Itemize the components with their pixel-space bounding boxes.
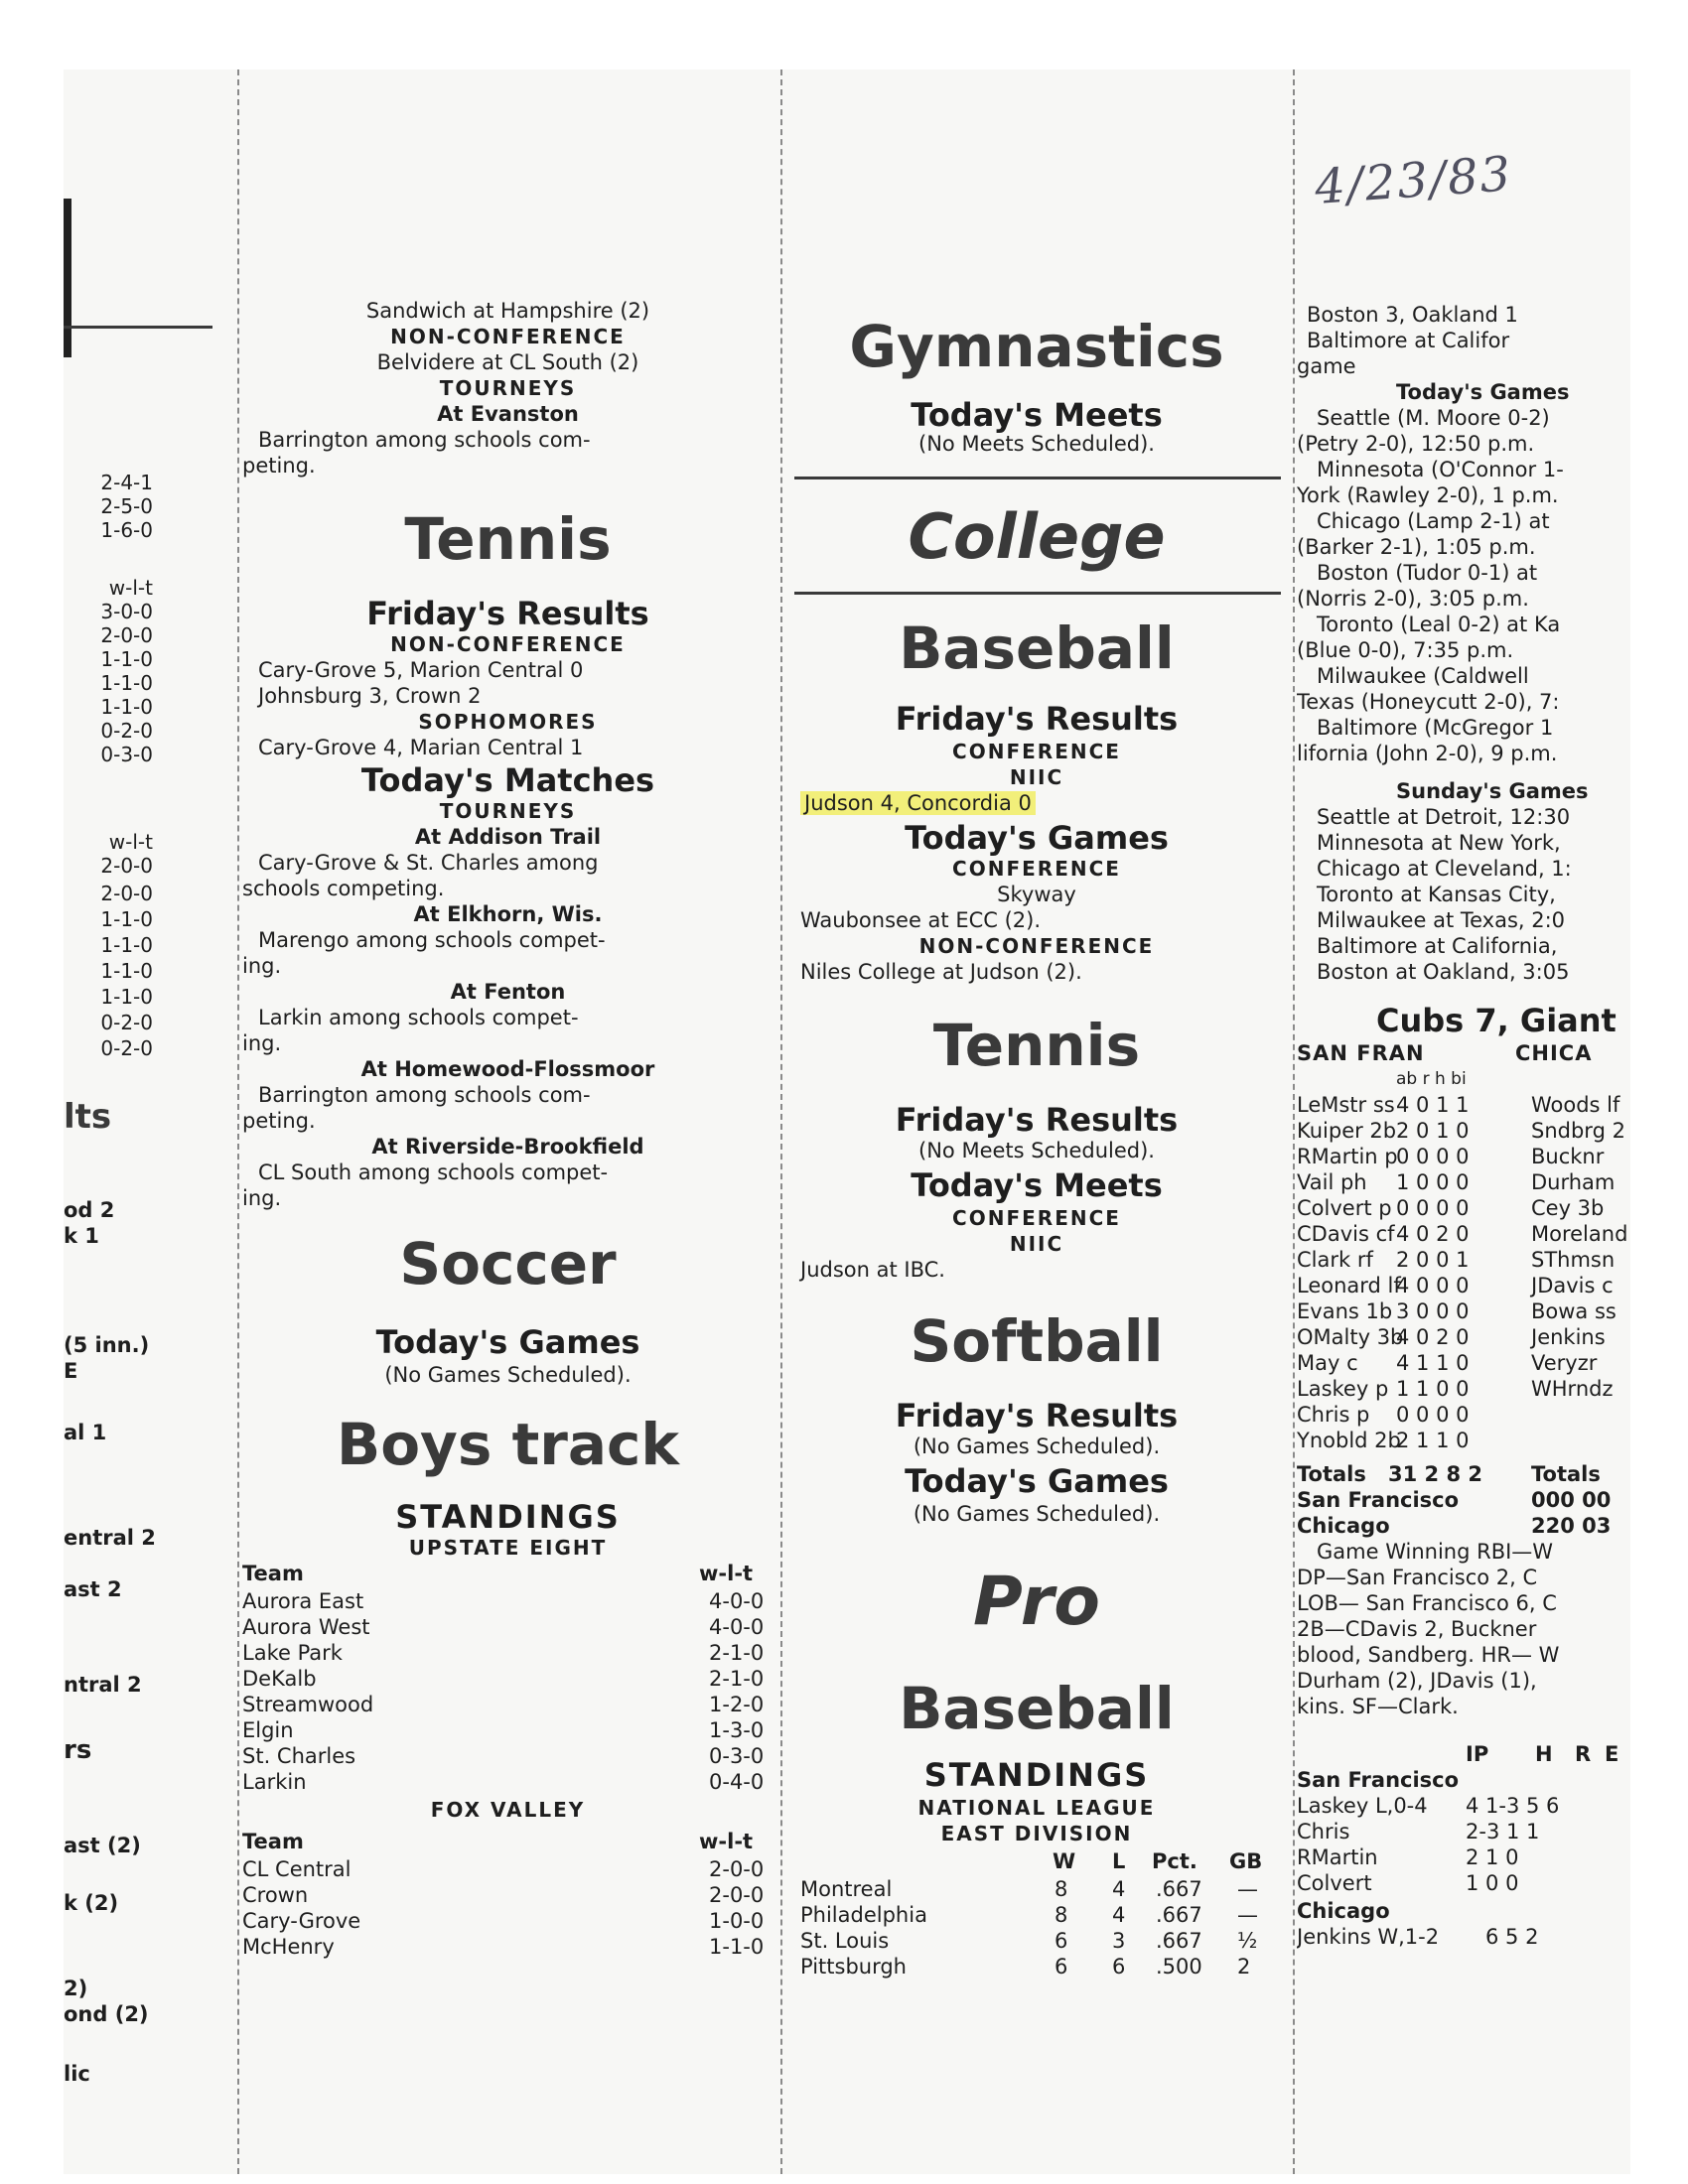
subhead: FOX VALLEY (430, 1798, 586, 1822)
schedule-line: Waubonsee at ECC (2). (800, 908, 1042, 932)
player-name: SThmsn (1531, 1248, 1616, 1272)
standings-record: 1-3-0 (709, 1718, 765, 1742)
fragment: lts (64, 1097, 112, 1137)
pitcher-line: 1 0 0 (1466, 1871, 1519, 1895)
player-stats: 2 0 0 1 (1396, 1248, 1470, 1272)
player-name: Moreland (1531, 1222, 1628, 1246)
game-note: Game Winning RBI—W (1317, 1540, 1554, 1564)
column-header: W (1053, 1849, 1076, 1873)
subheading: STANDINGS (923, 1756, 1150, 1794)
schedule-line: Judson at IBC. (800, 1258, 945, 1282)
game-note: kins. SF—Clark. (1297, 1695, 1459, 1718)
result-line: Cary-Grove 5, Marion Central 0 (258, 658, 584, 682)
column-header: L (1112, 1849, 1126, 1873)
subhead: NON-CONFERENCE (390, 632, 626, 656)
standings-gb: — (1237, 1903, 1258, 1927)
record: 0-2-0 (100, 1011, 153, 1034)
column-rule (1293, 69, 1295, 2174)
game-note: LOB— San Francisco 6, C (1297, 1591, 1557, 1615)
column-header: w-l-t (699, 1830, 754, 1853)
pitcher-name: Colvert (1297, 1871, 1372, 1895)
result-line: Cary-Grove 4, Marian Central 1 (258, 736, 584, 759)
player-name: Bucknr (1531, 1145, 1605, 1168)
subhead: EAST DIVISION (940, 1822, 1133, 1845)
column-rule (780, 69, 782, 2174)
player-name: Vail ph (1297, 1170, 1367, 1194)
schedule-line: Texas (Honeycutt 2-0), 7: (1297, 690, 1560, 714)
standings-team: McHenry (242, 1935, 335, 1959)
player-stats: 2 1 1 0 (1396, 1429, 1470, 1452)
record: 0-2-0 (100, 719, 153, 743)
subheading: STANDINGS (395, 1498, 621, 1536)
player-name: Jenkins (1531, 1325, 1606, 1349)
schedule-line: peting. (242, 454, 316, 478)
fragment: ast (2) (64, 1834, 141, 1857)
fragment: lic (64, 2062, 90, 2086)
schedule-line: Baltimore (McGregor 1 (1317, 716, 1554, 740)
record: 2-0-0 (100, 854, 153, 878)
game-note: blood, Sandberg. HR— W (1297, 1643, 1560, 1667)
no-meets-note: (No Meets Scheduled). (918, 1139, 1155, 1162)
standings-record: 1-1-0 (709, 1935, 765, 1959)
standings-gb: ½ (1237, 1929, 1258, 1953)
record: 1-1-0 (100, 695, 153, 719)
fragment: k 1 (64, 1224, 99, 1248)
pitcher-line: 2-3 1 1 (1466, 1820, 1540, 1843)
standings-record: 0-4-0 (709, 1770, 765, 1794)
column-pro-baseball (1297, 69, 1630, 2174)
standings-record: 0-3-0 (709, 1744, 765, 1768)
player-name: OMalty 3b (1297, 1325, 1404, 1349)
left-margin-column (64, 69, 203, 2174)
standings-pct: .667 (1156, 1929, 1202, 1953)
schedule-line: Toronto (Leal 0-2) at Ka (1317, 613, 1561, 636)
schedule-line: Sandwich at Hampshire (2) (365, 299, 650, 323)
schedule-line: Barrington among schools com- (258, 1083, 591, 1107)
fragment: entral 2 (64, 1526, 156, 1550)
schedule-line: Minnesota (O'Connor 1- (1317, 458, 1564, 481)
rule (794, 477, 1281, 479)
player-stats: 3 0 0 0 (1396, 1299, 1470, 1323)
schedule-line: Marengo among schools compet- (258, 928, 606, 952)
subheading: Today's Games (375, 1323, 640, 1361)
schedule-line: Cary-Grove & St. Charles among (258, 851, 599, 875)
standings-team: Pittsburgh (800, 1955, 907, 1979)
player-name: Bowa ss (1531, 1299, 1617, 1323)
schedule-line: Larkin among schools compet- (258, 1006, 579, 1029)
column-header: Team (242, 1562, 304, 1585)
pitcher-line: 6 5 2 (1485, 1925, 1539, 1949)
venue: At Riverside-Brookfield (371, 1135, 644, 1159)
fragment: ast 2 (64, 1577, 122, 1601)
subheading: Today's Meets (911, 396, 1163, 434)
column-header: IP (1466, 1742, 1489, 1766)
pitcher-name: Laskey L,0-4 (1297, 1794, 1428, 1818)
subheading: Today's Games (905, 819, 1169, 857)
player-stats: 4 0 2 0 (1396, 1325, 1470, 1349)
schedule-line: ing. (242, 1031, 282, 1055)
column-header: Pct. (1152, 1849, 1197, 1873)
record: 1-1-0 (100, 647, 153, 671)
subhead: CONFERENCE (952, 1206, 1121, 1230)
standings-team: Montreal (800, 1877, 893, 1901)
standings-record: 4-0-0 (709, 1615, 765, 1639)
standings-pct: .667 (1156, 1877, 1202, 1901)
no-meets-note: (No Meets Scheduled). (918, 432, 1155, 456)
standings-gb: — (1237, 1877, 1258, 1901)
linescore-value: 000 00 (1531, 1488, 1612, 1512)
standings-record: 2-1-0 (709, 1641, 765, 1665)
section-heading: Baseball (899, 1675, 1175, 1742)
pitcher-name: Chris (1297, 1820, 1350, 1843)
subhead: CONFERENCE (952, 740, 1121, 763)
player-stats: 4 0 0 0 (1396, 1274, 1470, 1297)
pitcher-name: RMartin (1297, 1845, 1378, 1869)
no-games-note: (No Games Scheduled). (913, 1502, 1161, 1526)
standings-pct: .667 (1156, 1903, 1202, 1927)
record: 0-3-0 (100, 743, 153, 766)
result-line: Boston 3, Oakland 1 (1307, 303, 1518, 327)
standings-losses: 6 (1112, 1955, 1126, 1979)
schedule-line: Boston at Oakland, 3:05 (1317, 960, 1570, 984)
subheading: Friday's Results (895, 1397, 1179, 1434)
schedule-line: (Petry 2-0), 12:50 p.m. (1297, 432, 1535, 456)
record: w-l-t (108, 576, 153, 600)
player-name: Sndbrg 2 (1531, 1119, 1625, 1143)
game-note: DP—San Francisco 2, C (1297, 1566, 1538, 1589)
fragment: ntral 2 (64, 1673, 142, 1697)
column-college-pro (784, 69, 1289, 2174)
standings-record: 1-2-0 (709, 1693, 765, 1716)
player-name: Cey 3b (1531, 1196, 1605, 1220)
venue: At Homewood-Flossmoor (360, 1057, 655, 1081)
player-name: Colvert p (1297, 1196, 1392, 1220)
game-note: Durham (2), JDavis (1), (1297, 1669, 1537, 1693)
standings-wins: 6 (1055, 1929, 1068, 1953)
schedule-line: Boston (Tudor 0-1) at (1317, 561, 1538, 585)
pitcher-name: Jenkins W,1-2 (1297, 1925, 1440, 1949)
pitching-team: San Francisco (1297, 1768, 1460, 1792)
subhead: NIIC (1009, 765, 1064, 789)
schedule-line: Seattle (M. Moore 0-2) (1317, 406, 1550, 430)
standings-record: 4-0-0 (709, 1589, 765, 1613)
standings-record: 1-0-0 (709, 1909, 765, 1933)
pitcher-line: 2 1 0 (1466, 1845, 1519, 1869)
standings-losses: 4 (1112, 1903, 1126, 1927)
schedule-line: Barrington among schools com- (258, 428, 591, 452)
column-header: R (1575, 1742, 1592, 1766)
linescore-team: Chicago (1297, 1514, 1390, 1538)
schedule-line: York (Rawley 2-0), 1 p.m. (1297, 483, 1559, 507)
section-heading: Baseball (899, 614, 1175, 682)
no-games-note: (No Games Scheduled). (384, 1363, 632, 1387)
record: 1-1-0 (100, 933, 153, 957)
player-name: Veryzr (1531, 1351, 1598, 1375)
subheading: Sunday's Games (1396, 779, 1589, 803)
subhead: UPSTATE EIGHT (408, 1536, 608, 1560)
schedule-line: Chicago at Cleveland, 1: (1317, 857, 1572, 881)
pitcher-line: 4 1-3 5 6 (1466, 1794, 1560, 1818)
section-heading: Boys track (337, 1411, 679, 1478)
standings-wins: 8 (1055, 1877, 1068, 1901)
record: 2-5-0 (100, 494, 153, 518)
player-stats: 4 0 1 1 (1396, 1093, 1470, 1117)
box-score-title: Cubs 7, Giant (1376, 1002, 1617, 1039)
schedule-line: schools competing. (242, 877, 445, 900)
standings-team: Streamwood (242, 1693, 374, 1716)
subheading: Today's Games (905, 1462, 1169, 1500)
team-header: CHICA (1515, 1041, 1593, 1065)
standings-gb: 2 (1237, 1955, 1251, 1979)
player-name: Leonard lf (1297, 1274, 1401, 1297)
standings-team: CL Central (242, 1857, 352, 1881)
standings-team: DeKalb (242, 1667, 317, 1691)
standings-wins: 8 (1055, 1903, 1068, 1927)
player-name: Woods lf (1531, 1093, 1620, 1117)
result-line: game (1297, 354, 1356, 378)
record: 1-1-0 (100, 959, 153, 983)
section-heading: Gymnastics (849, 313, 1224, 380)
record: 1-6-0 (100, 518, 153, 542)
fragment: (5 inn.) (64, 1333, 150, 1357)
schedule-line: CL South among schools compet- (258, 1160, 609, 1184)
standings-team: St. Charles (242, 1744, 356, 1768)
record: 2-4-1 (100, 471, 153, 494)
standings-record: 2-0-0 (709, 1857, 765, 1881)
record: 1-1-0 (100, 907, 153, 931)
subhead: NIIC (1009, 1232, 1064, 1256)
fragment: E (64, 1359, 78, 1383)
rule (794, 592, 1281, 595)
pitching-team: Chicago (1297, 1899, 1390, 1923)
stat-header: ab r h bi (1396, 1069, 1467, 1089)
no-games-note: (No Games Scheduled). (913, 1434, 1161, 1458)
record: 1-1-0 (100, 671, 153, 695)
standings-team: Elgin (242, 1718, 294, 1742)
player-name: Durham (1531, 1170, 1616, 1194)
subheading: Today's Games (1396, 380, 1570, 404)
linescore-team: San Francisco (1297, 1488, 1460, 1512)
standings-team: Aurora East (242, 1589, 364, 1613)
player-name: Laskey p (1297, 1377, 1389, 1401)
subhead: TOURNEYS (439, 799, 577, 823)
player-stats: 4 1 1 0 (1396, 1351, 1470, 1375)
standings-record: 2-1-0 (709, 1667, 765, 1691)
subheading: Friday's Results (366, 595, 649, 632)
venue: At Evanston (437, 402, 579, 426)
result-line: Baltimore at Califor (1307, 329, 1510, 352)
record: 3-0-0 (100, 600, 153, 623)
player-name: RMartin p (1297, 1145, 1398, 1168)
record: 1-1-0 (100, 985, 153, 1009)
subheading: Today's Matches (360, 761, 655, 799)
fragment: al 1 (64, 1421, 107, 1444)
standings-team: Larkin (242, 1770, 307, 1794)
totals-value: 31 2 8 2 (1388, 1462, 1482, 1486)
player-name: CDavis cf (1297, 1222, 1395, 1246)
section-heading: Soccer (399, 1230, 617, 1297)
player-stats: 0 0 0 0 (1396, 1145, 1470, 1168)
subheading: Friday's Results (895, 700, 1179, 738)
schedule-line: Baltimore at California, (1317, 934, 1558, 958)
player-name: Ynobld 2b (1297, 1429, 1401, 1452)
standings-team: St. Louis (800, 1929, 890, 1953)
schedule-line: Toronto at Kansas City, (1317, 883, 1556, 906)
fragment: rs (64, 1735, 92, 1765)
conference-name: Skyway (997, 883, 1076, 906)
subhead: NON-CONFERENCE (390, 325, 626, 348)
section-banner: College (908, 500, 1166, 573)
result-line: Johnsburg 3, Crown 2 (258, 684, 482, 708)
schedule-line: Chicago (Lamp 2-1) at (1317, 509, 1550, 533)
player-stats: 2 0 1 0 (1396, 1119, 1470, 1143)
player-stats: 1 1 0 0 (1396, 1377, 1470, 1401)
subhead: TOURNEYS (439, 376, 577, 400)
schedule-line: Niles College at Judson (2). (800, 960, 1082, 984)
section-banner: Pro (973, 1563, 1100, 1641)
subhead: SOPHOMORES (418, 710, 598, 734)
standings-team: Philadelphia (800, 1903, 927, 1927)
schedule-line: (Barker 2-1), 1:05 p.m. (1297, 535, 1536, 559)
player-name: WHrndz (1531, 1377, 1614, 1401)
standings-team: Aurora West (242, 1615, 370, 1639)
record: 0-2-0 (100, 1036, 153, 1060)
linescore-value: 220 03 (1531, 1514, 1612, 1538)
schedule-line: (Blue 0-0), 7:35 p.m. (1297, 638, 1514, 662)
player-stats: 4 0 2 0 (1396, 1222, 1470, 1246)
venue: At Elkhorn, Wis. (413, 902, 603, 926)
fragment: 2) (64, 1977, 88, 2000)
venue: At Fenton (450, 980, 566, 1004)
subheading: Friday's Results (895, 1101, 1179, 1139)
schedule-line: Milwaukee at Texas, 2:0 (1317, 908, 1566, 932)
schedule-line: (Norris 2-0), 3:05 p.m. (1297, 587, 1529, 611)
column-high-school (242, 69, 774, 2174)
column-header: Team (242, 1830, 304, 1853)
subheading: Today's Meets (911, 1166, 1163, 1204)
record: w-l-t (108, 830, 153, 854)
schedule-line: Minnesota at New York, (1317, 831, 1561, 855)
section-heading: Tennis (932, 1012, 1141, 1079)
fragment: k (2) (64, 1891, 119, 1915)
schedule-line: lifornia (John 2-0), 9 p.m. (1297, 742, 1558, 765)
game-note: 2B—CDavis 2, Buckner (1297, 1617, 1537, 1641)
schedule-line: Belvidere at CL South (2) (376, 350, 639, 374)
player-name: JDavis c (1531, 1274, 1614, 1297)
schedule-line: Milwaukee (Caldwell (1317, 664, 1529, 688)
handwritten-date: 4/23/83 (1313, 146, 1514, 216)
column-rule (237, 69, 239, 2174)
totals-label: Totals (1531, 1462, 1601, 1486)
section-heading: Tennis (404, 505, 612, 573)
fragment: ond (2) (64, 2002, 149, 2026)
schedule-line: ing. (242, 1186, 282, 1210)
player-name: Evans 1b (1297, 1299, 1393, 1323)
player-name: Kuiper 2b (1297, 1119, 1397, 1143)
player-stats: 0 0 0 0 (1396, 1403, 1470, 1427)
subhead: CONFERENCE (952, 857, 1121, 881)
section-heading: Softball (910, 1307, 1164, 1375)
standings-losses: 4 (1112, 1877, 1126, 1901)
schedule-line: Seattle at Detroit, 12:30 (1317, 805, 1571, 829)
venue: At Addison Trail (414, 825, 602, 849)
player-name: May c (1297, 1351, 1358, 1375)
record: 2-0-0 (100, 882, 153, 905)
team-header: SAN FRAN (1297, 1041, 1425, 1065)
standings-losses: 3 (1112, 1929, 1126, 1953)
record: 2-0-0 (100, 623, 153, 647)
highlighted-result: Judson 4, Concordia 0 (800, 791, 1036, 815)
player-name: Chris p (1297, 1403, 1370, 1427)
totals-label: Totals (1297, 1462, 1366, 1486)
fragment: od 2 (64, 1198, 115, 1222)
player-name: Clark rf (1297, 1248, 1373, 1272)
column-header: H (1535, 1742, 1553, 1766)
standings-team: Cary-Grove (242, 1909, 361, 1933)
standings-team: Lake Park (242, 1641, 343, 1665)
schedule-line: peting. (242, 1109, 316, 1133)
player-stats: 0 0 0 0 (1396, 1196, 1470, 1220)
standings-team: Crown (242, 1883, 309, 1907)
player-stats: 1 0 0 0 (1396, 1170, 1470, 1194)
standings-record: 2-0-0 (709, 1883, 765, 1907)
column-header: E (1605, 1742, 1619, 1766)
standings-wins: 6 (1055, 1955, 1068, 1979)
subhead: NON-CONFERENCE (918, 934, 1155, 958)
standings-pct: .500 (1156, 1955, 1202, 1979)
newspaper-clipping (64, 69, 1630, 2174)
schedule-line: ing. (242, 954, 282, 978)
player-name: LeMstr ss (1297, 1093, 1395, 1117)
column-header: GB (1229, 1849, 1263, 1873)
column-header: w-l-t (699, 1562, 754, 1585)
subhead: NATIONAL LEAGUE (917, 1796, 1156, 1820)
